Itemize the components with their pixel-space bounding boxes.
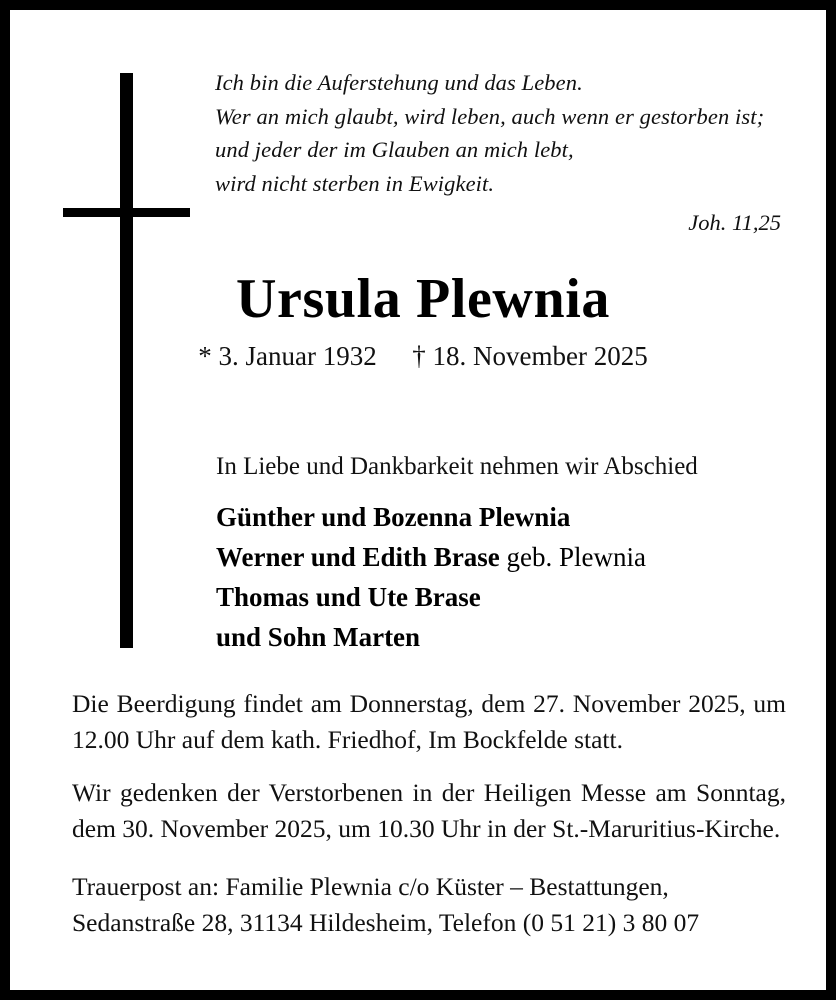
mourner-name: Werner und Edith Brase <box>216 542 500 572</box>
mourner-line <box>216 497 816 537</box>
cross-horizontal-bar <box>63 208 190 217</box>
deceased-block <box>20 268 826 373</box>
mourner-line <box>216 537 816 577</box>
mourner-line <box>216 617 816 657</box>
deceased-name: Ursula Plewnia <box>236 268 610 330</box>
verse-line-4: wird nicht sterben in Ewigkeit. <box>215 170 495 196</box>
mourner-line <box>216 577 816 617</box>
deceased-dates <box>20 339 826 373</box>
death-date: † 18. November 2025 <box>412 341 648 371</box>
mourner-name: Thomas und Ute Brase <box>216 582 481 612</box>
memorial-mass-details: Wir gedenken der Verstorbenen in der Heiligen Messe am Sonntag, dem 30. November 2025, um 10.30 Uhr in der St.-Maruritius-Kirche. <box>72 778 786 843</box>
burial-details: Die Beerdigung findet am Donnerstag, dem 27. November 2025, um 12.00 Uhr auf dem kath. Friedhof, Im Bockfelde statt. <box>72 689 786 754</box>
mourner-name: Günther und Bozenna Plewnia <box>216 502 571 532</box>
mourner-maiden-name: geb. Plewnia <box>499 542 647 572</box>
mourners-intro: In Liebe und Dankbarkeit nehmen wir Abschied <box>216 453 698 480</box>
verse-line-2: Wer an mich glaubt, wird leben, auch wenn er gestorben ist; <box>215 103 765 129</box>
condolence-contact-details: Trauerpost an: Familie Plewnia c/o Küster – Bestattungen, Sedanstraße 28, 31134 Hildesheim, Telefon (0 51 21) 3 80 07 <box>72 872 700 937</box>
verse-line-1: Ich bin die Auferstehung und das Leben. <box>215 70 583 95</box>
details-block <box>72 686 786 941</box>
verse-reference: Joh. 11,25 <box>688 210 781 235</box>
birth-date: * 3. Januar 1932 <box>198 341 377 371</box>
obituary-card-inner <box>10 10 826 990</box>
scripture-verse-block <box>215 66 795 238</box>
mourner-name: und Sohn Marten <box>216 622 421 652</box>
mourners-block <box>216 449 816 657</box>
verse-line-3: und jeder der im Glauben an mich lebt, <box>215 137 574 162</box>
